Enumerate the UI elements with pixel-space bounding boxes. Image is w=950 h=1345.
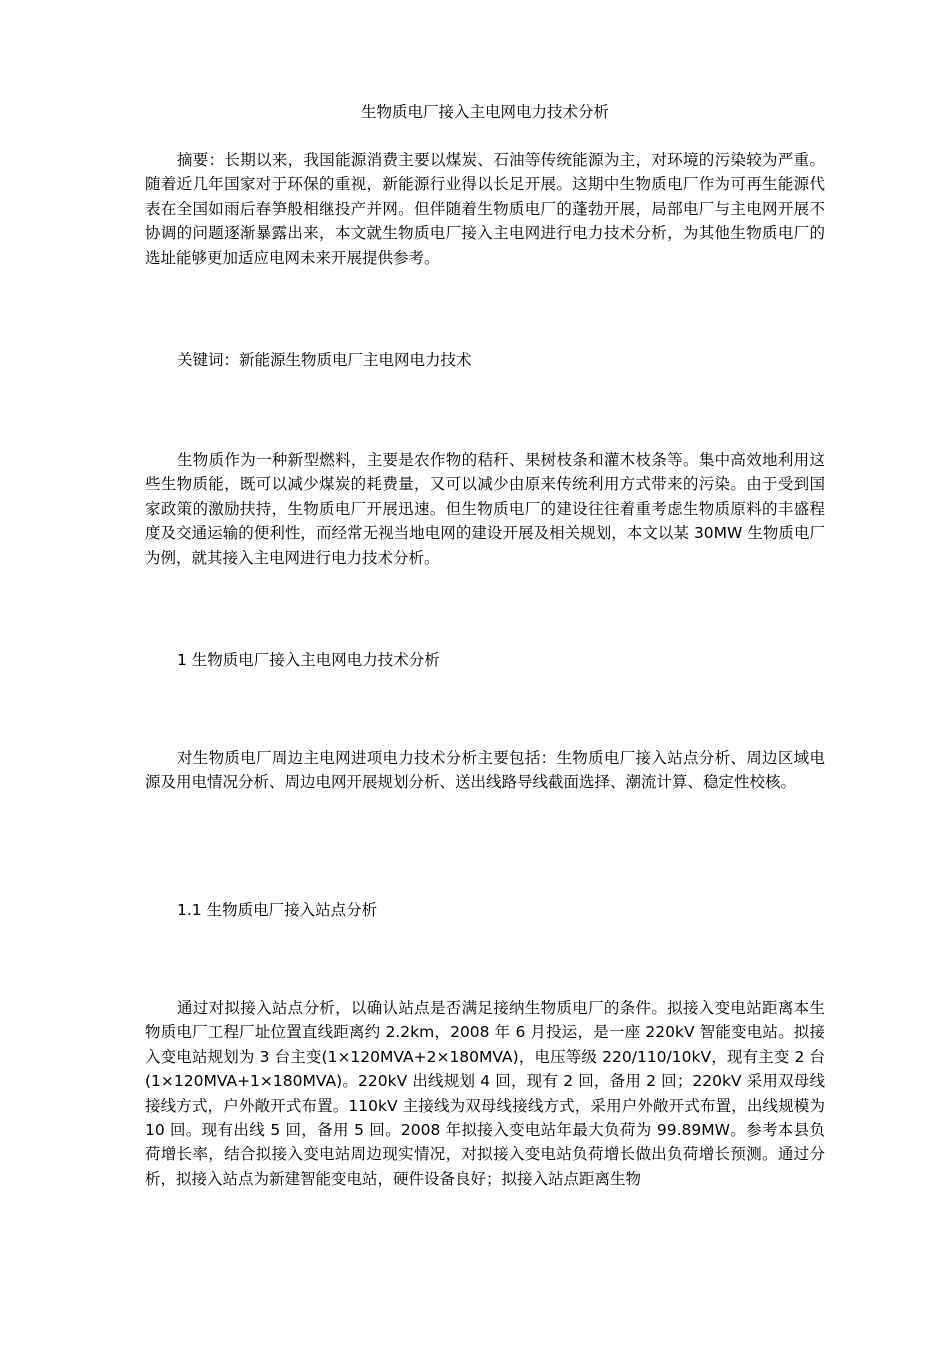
intro-paragraph: 生物质作为一种新型燃料，主要是农作物的秸秆、果树枝条和灌木枝条等。集中高效地利用这些生物质能，既可以减少煤炭的耗费量，又可以减少由原来传统利用方式带来的污染。由于受到国家政策的激励扶持，生物质电厂开展迅速。但生物质电厂的建设往往着重考虑生物质原料的丰盛程度及交通运输的便利性，而经常无视当地电网的建设开展及相关规划，本文以某 30MW 生物质电厂为例，就其接入主电网进行电力技术分析。	[145, 451, 825, 567]
section-1-1-heading: 1.1 生物质电厂接入站点分析	[177, 901, 378, 919]
section-1-paragraph: 对生物质电厂周边主电网进项电力技术分析主要包括：生物质电厂接入站点分析、周边区域电源及用电情况分析、周边电网开展规划分析、送出线路导线截面选择、潮流计算、稳定性校核。	[145, 749, 825, 792]
keywords-line: 关键词：新能源生物质电厂主电网电力技术	[177, 351, 472, 369]
document-title: 生物质电厂接入主电网电力技术分析	[360, 103, 609, 121]
section-1-heading: 1 生物质电厂接入主电网电力技术分析	[177, 651, 440, 669]
abstract-paragraph: 摘要：长期以来，我国能源消费主要以煤炭、石油等传统能源为主，对环境的污染较为严重。随着近几年国家对于环保的重视，新能源行业得以长足开展。这期中生物质电厂作为可再生能源代表在全国如雨后春笋般相继投产并网。但伴随着生物质电厂的蓬勃开展，局部电厂与主电网开展不协调的问题逐渐暴露出来，本文就生物质电厂接入主电网进行电力技术分析，为其他生物质电厂的选址能够更加适应电网未来开展提供参考。	[145, 151, 825, 267]
section-1-1-paragraph: 通过对拟接入站点分析，以确认站点是否满足接纳生物质电厂的条件。拟接入变电站距离本生物质电厂工程厂址位置直线距离约 2.2km，2008 年 6 月投运，是一座 220kV 智能变电站。拟接入变电站规划为 3 台主变(1×120MVA+2×180MVA)，电压等级 220/110/10kV，现有主变 2 台(1×120MVA+1×180MVA)。220kV 出线规划 4 回，现有 2 回，备用 2 回；220kV 采用双母线接线方式，户外敞开式布置。110kV 主接线为双母线接线方式，采用户外敞开式布置，出线规模为 10 回。现有出线 5 回，备用 5 回。2008 年拟接入变电站年最大负荷为 99.89MW。参考本县负荷增长率，结合拟接入变电站周边现实情况，对拟接入变电站负荷增长做出负荷增长预测。通过分析，拟接入站点为新建智能变电站，硬件设备良好；拟接入站点距离生物	[145, 999, 825, 1188]
